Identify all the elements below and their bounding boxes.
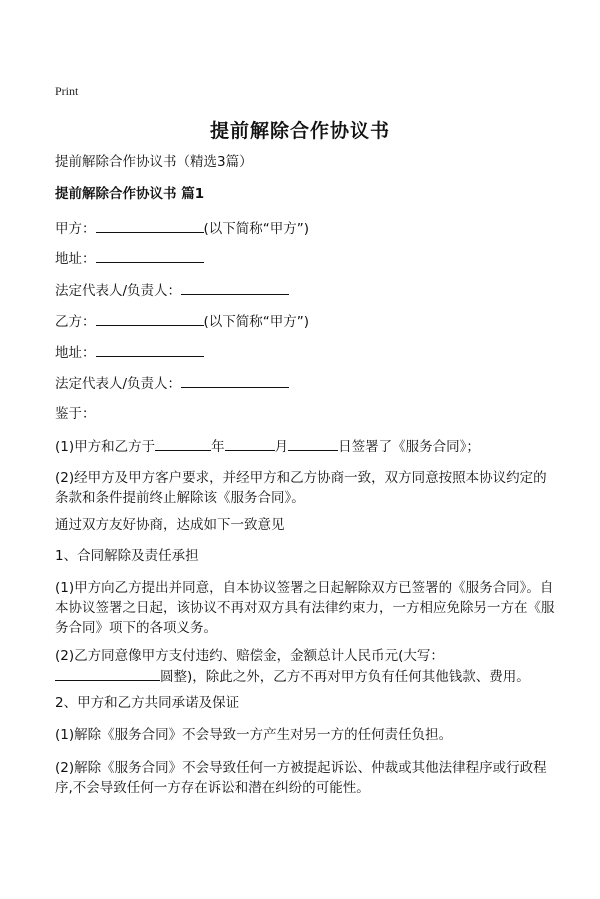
party-a-address-label: 地址：	[55, 251, 96, 267]
agreement-intro: 通过双方友好协商，达成如下一致意见	[55, 517, 285, 533]
section-2-heading: 2、甲方和乙方共同承诺及保证	[55, 695, 240, 711]
clause-1	[55, 436, 480, 457]
month-blank	[225, 436, 275, 451]
clause-2: (2)经甲方及甲方客户要求，并经甲方和乙方协商一致，双方同意按照本协议约定的条款和条件提前终止解除该《服务合同》。	[55, 470, 547, 506]
section-1-item-2	[55, 646, 555, 687]
print-label: Print	[55, 84, 79, 98]
party-b-rep-line	[55, 373, 289, 394]
document-title: 提前解除合作协议书	[209, 120, 390, 142]
party-b-rep-label: 法定代表人/负责人：	[55, 376, 182, 392]
day-blank	[288, 436, 338, 451]
party-a-label: 甲方：	[55, 221, 96, 237]
party-b-address-blank	[96, 342, 204, 357]
document-subtitle: 提前解除合作协议书（精选3篇）	[55, 154, 253, 170]
party-b-address-line	[55, 342, 204, 363]
amount-blank	[55, 666, 160, 681]
party-a-address-blank	[96, 248, 204, 263]
party-a-line	[55, 218, 309, 239]
party-a-name-blank	[96, 218, 204, 233]
section-1-item-2-suffix: 圆整)，除此之外，乙方不再对甲方负有任何其他钱款、费用。	[160, 669, 530, 685]
party-b-line	[55, 311, 309, 332]
year-label: 年	[211, 439, 225, 455]
section-2-item-1: (1)解除《服务合同》不会导致一方产生对另一方的任何责任负担。	[55, 727, 453, 743]
clause-1-suffix: 日签署了《服务合同》；	[338, 439, 480, 455]
party-a-rep-label: 法定代表人/负责人：	[55, 283, 182, 299]
party-b-rep-blank	[181, 373, 289, 388]
section-1-heading: 1、合同解除及责任承担	[55, 548, 199, 564]
clause-1-prefix: (1)甲方和乙方于	[55, 439, 156, 455]
party-a-rep-blank	[181, 280, 289, 295]
section-1-item-2-prefix: (2)乙方同意像甲方支付违约、赔偿金，金额总计人民币元(大写：	[55, 648, 444, 664]
section-heading: 提前解除合作协议书 篇1	[55, 186, 205, 202]
party-b-name-blank	[96, 311, 204, 326]
section-2-item-2: (2)解除《服务合同》不会导致任何一方被提起诉讼、仲裁或其他法律程序或行政程序,不会导致任何一方存在诉讼和潜在纠纷的可能性。	[55, 760, 547, 796]
party-b-suffix: (以下简称“甲方”)	[203, 314, 310, 330]
whereas-label: 鉴于：	[55, 406, 96, 422]
party-b-address-label: 地址：	[55, 345, 96, 361]
party-a-suffix: (以下简称“甲方”)	[203, 221, 310, 237]
section-1-item-1: (1)甲方向乙方提出并同意，自本协议签署之日起解除双方已签署的《服务合同》。自本协议签署之日起，该协议不再对双方具有法律约束力，一方相应免除另一方在《服务合同》项下的各项义务。	[55, 580, 555, 636]
party-a-address-line	[55, 248, 204, 269]
party-a-rep-line	[55, 280, 289, 301]
year-blank	[155, 436, 211, 451]
party-b-label: 乙方：	[55, 314, 96, 330]
month-label: 月	[274, 439, 289, 455]
